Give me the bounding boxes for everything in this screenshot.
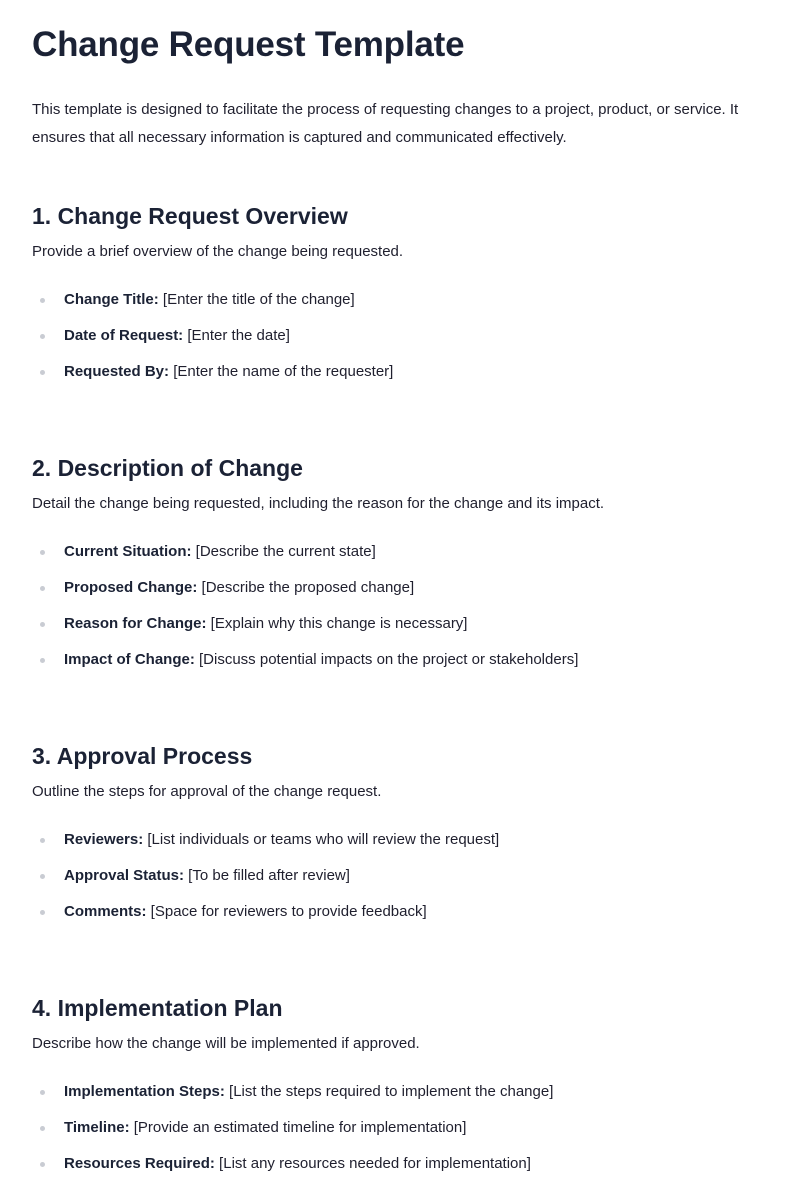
field-placeholder: [To be filled after review] (184, 867, 350, 884)
field-placeholder: [Describe the current state] (191, 543, 376, 560)
section-heading: 1. Change Request Overview (32, 203, 348, 229)
list-item (32, 648, 578, 684)
list-item (32, 1080, 553, 1116)
list-item (32, 828, 499, 864)
field-placeholder: [List any resources needed for implementation] (214, 1155, 531, 1172)
bullet-icon (40, 298, 45, 303)
section-heading: 2. Description of Change (32, 455, 303, 481)
bullet-icon (40, 1090, 45, 1095)
section-description: Outline the steps for approval of the change request. (32, 783, 382, 800)
intro-paragraph: This template is designed to facilitate the process of requesting changes to a project, product, or service. It ensures that all necessary information is captured and communicated effectively. (32, 101, 739, 146)
bullet-icon (40, 1126, 45, 1131)
field-label: Reviewers: (64, 831, 144, 848)
field-placeholder: [List individuals or teams who will review the request] (143, 831, 500, 848)
field-placeholder: [List the steps required to implement the change] (224, 1083, 554, 1100)
field-placeholder: [Space for reviewers to provide feedback] (146, 903, 427, 920)
field-placeholder: [Provide an estimated timeline for implementation] (129, 1119, 467, 1136)
section-description: Detail the change being requested, including the reason for the change and its impact. (32, 495, 605, 512)
section-description: Describe how the change will be implemented if approved. (32, 1035, 420, 1052)
page-title: Change Request Template (32, 25, 465, 64)
field-label: Impact of Change: (64, 651, 195, 668)
section-description: Provide a brief overview of the change being requested. (32, 243, 404, 260)
list-item (32, 324, 393, 360)
list-item (32, 864, 499, 900)
bullet-icon (40, 370, 45, 375)
list-item (32, 612, 578, 648)
field-list (32, 288, 393, 396)
field-label: Approval Status: (64, 867, 185, 884)
field-list (32, 1080, 553, 1188)
field-label: Timeline: (64, 1119, 130, 1136)
bullet-icon (40, 838, 45, 843)
field-label: Reason for Change: (64, 615, 207, 632)
field-placeholder: [Describe the proposed change] (197, 579, 415, 596)
section-description-of-change (32, 451, 772, 668)
section-heading: 4. Implementation Plan (32, 995, 283, 1021)
bullet-icon (40, 658, 45, 663)
field-label: Change Title: (64, 291, 159, 308)
field-placeholder: [Enter the name of the requester] (169, 363, 394, 380)
list-item (32, 576, 578, 612)
list-item (32, 288, 393, 324)
field-placeholder: [Explain why this change is necessary] (206, 615, 468, 632)
field-placeholder: [Discuss potential impacts on the project or stakeholders] (194, 651, 579, 668)
bullet-icon (40, 874, 45, 879)
field-list (32, 540, 578, 684)
field-label: Comments: (64, 903, 147, 920)
bullet-icon (40, 1162, 45, 1167)
list-item (32, 1152, 553, 1188)
section-implementation-plan (32, 991, 772, 1172)
field-label: Proposed Change: (64, 579, 198, 596)
field-label: Date of Request: (64, 327, 184, 344)
list-item (32, 360, 393, 396)
section-approval-process (32, 739, 772, 920)
field-label: Resources Required: (64, 1155, 215, 1172)
section-change-request-overview (32, 199, 772, 380)
list-item (32, 900, 499, 936)
list-item (32, 540, 578, 576)
bullet-icon (40, 622, 45, 627)
field-label: Requested By: (64, 363, 170, 380)
bullet-icon (40, 910, 45, 915)
field-list (32, 828, 499, 936)
field-placeholder: [Enter the date] (183, 327, 290, 344)
field-label: Implementation Steps: (64, 1083, 225, 1100)
field-label: Current Situation: (64, 543, 192, 560)
bullet-icon (40, 550, 45, 555)
bullet-icon (40, 586, 45, 591)
bullet-icon (40, 334, 45, 339)
list-item (32, 1116, 553, 1152)
section-heading: 3. Approval Process (32, 743, 253, 769)
field-placeholder: [Enter the title of the change] (158, 291, 355, 308)
